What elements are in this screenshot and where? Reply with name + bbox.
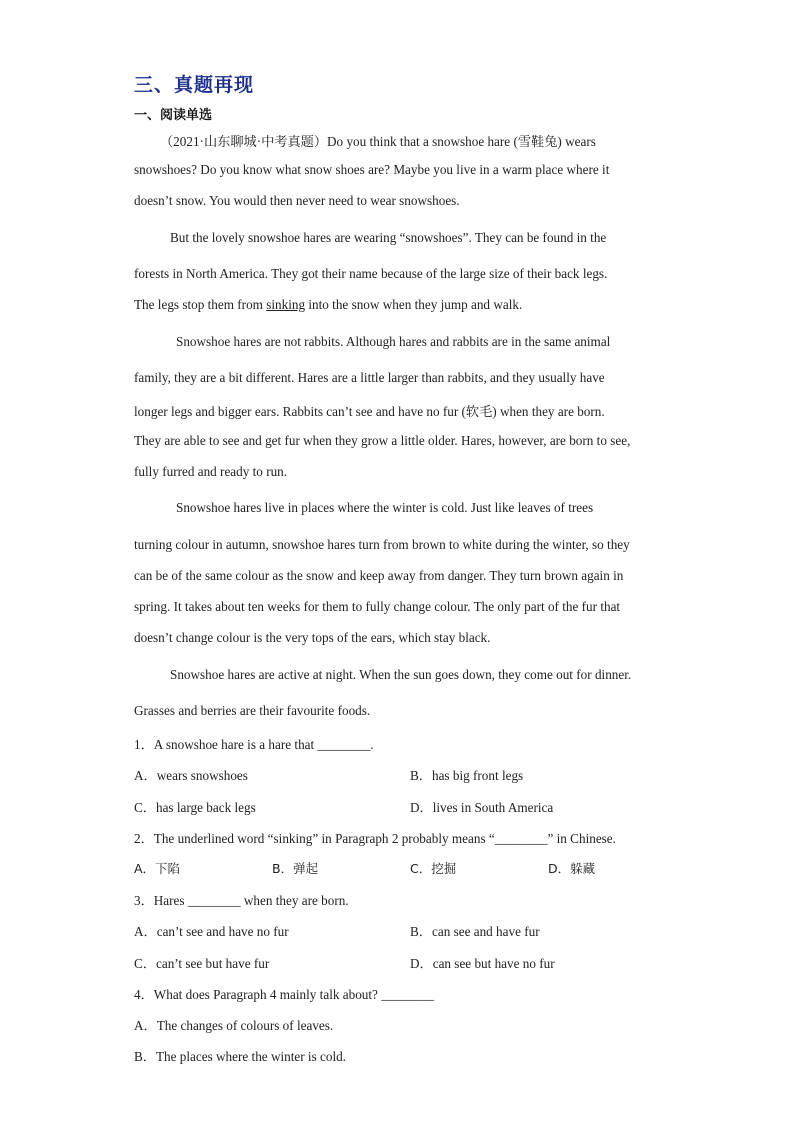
answer-option[interactable]: C．can’t see but have fur <box>134 956 270 971</box>
passage-line: fully furred and ready to run. <box>134 464 288 479</box>
answer-option[interactable]: B．The places where the winter is cold. <box>134 1049 347 1064</box>
passage-line: Snowshoe hares are active at night. When the sun goes down, they come out for dinner. <box>170 667 632 682</box>
question-stem: 2．The underlined word “sinking” in Paragraph 2 probably means “________” in Chinese. <box>134 831 616 846</box>
answer-option[interactable]: D．躲藏 <box>548 861 596 876</box>
passage-line: family, they are a bit different. Hares are a little larger than rabbits, and they usually have <box>134 370 605 385</box>
passage-line: turning colour in autumn, snowshoe hares turn from brown to white during the winter, so they <box>134 537 630 552</box>
question-stem: 3．Hares ________ when they are born. <box>134 893 349 908</box>
answer-option[interactable]: A．下陷 <box>134 861 181 876</box>
passage-line: Snowshoe hares are not rabbits. Although hares and rabbits are in the same animal <box>176 334 611 349</box>
passage-text: into the snow when they jump and walk. <box>305 297 523 312</box>
passage-line: （2021·山东聊城·中考真题）Do you think that a snowshoe hare (雪鞋兔) wears <box>160 134 596 149</box>
passage-line: spring. It takes about ten weeks for them to fully change colour. The only part of the fur that <box>134 599 621 614</box>
answer-option[interactable]: A．can’t see and have no fur <box>134 924 289 939</box>
answer-option[interactable]: D．lives in South America <box>410 800 554 815</box>
passage-text: The legs stop them from <box>134 297 267 312</box>
question-stem: 1．A snowshoe hare is a hare that ________. <box>134 737 374 752</box>
passage-line <box>134 297 522 313</box>
answer-option[interactable]: B．弹起 <box>272 861 319 876</box>
answer-option[interactable]: B．has big front legs <box>410 768 524 783</box>
passage-line: Grasses and berries are their favourite foods. <box>134 703 371 718</box>
passage-line: But the lovely snowshoe hares are wearing “snowshoes”. They can be found in the <box>170 230 607 245</box>
underlined-word: sinking <box>266 297 306 312</box>
subsection-title: 一、阅读单选 <box>134 108 213 123</box>
passage-line: doesn’t change colour is the very tops of the ears, which stay black. <box>134 630 491 645</box>
answer-option[interactable]: C．has large back legs <box>134 800 256 815</box>
passage-line: longer legs and bigger ears. Rabbits can’t see and have no fur (软毛) when they are born. <box>134 404 605 419</box>
answer-option[interactable]: C．挖掘 <box>410 861 457 876</box>
passage-line: Snowshoe hares live in places where the winter is cold. Just like leaves of trees <box>176 500 594 515</box>
question-stem: 4．What does Paragraph 4 mainly talk about? ________ <box>134 987 434 1002</box>
answer-option[interactable]: A．wears snowshoes <box>134 768 248 783</box>
passage-line: doesn’t snow. You would then never need to wear snowshoes. <box>134 193 460 208</box>
answer-option[interactable]: A．The changes of colours of leaves. <box>134 1018 334 1033</box>
section-title: 三、真题再现 <box>134 74 255 96</box>
answer-option[interactable]: D．can see but have no fur <box>410 956 555 971</box>
passage-line: snowshoes? Do you know what snow shoes are? Maybe you live in a warm place where it <box>134 162 610 177</box>
passage-line: They are able to see and get fur when they grow a little older. Hares, however, are born to see, <box>134 433 631 448</box>
passage-line: can be of the same colour as the snow and keep away from danger. They turn brown again in <box>134 568 624 583</box>
answer-option[interactable]: B．can see and have fur <box>410 924 540 939</box>
passage-line: forests in North America. They got their name because of the large size of their back legs. <box>134 266 608 281</box>
